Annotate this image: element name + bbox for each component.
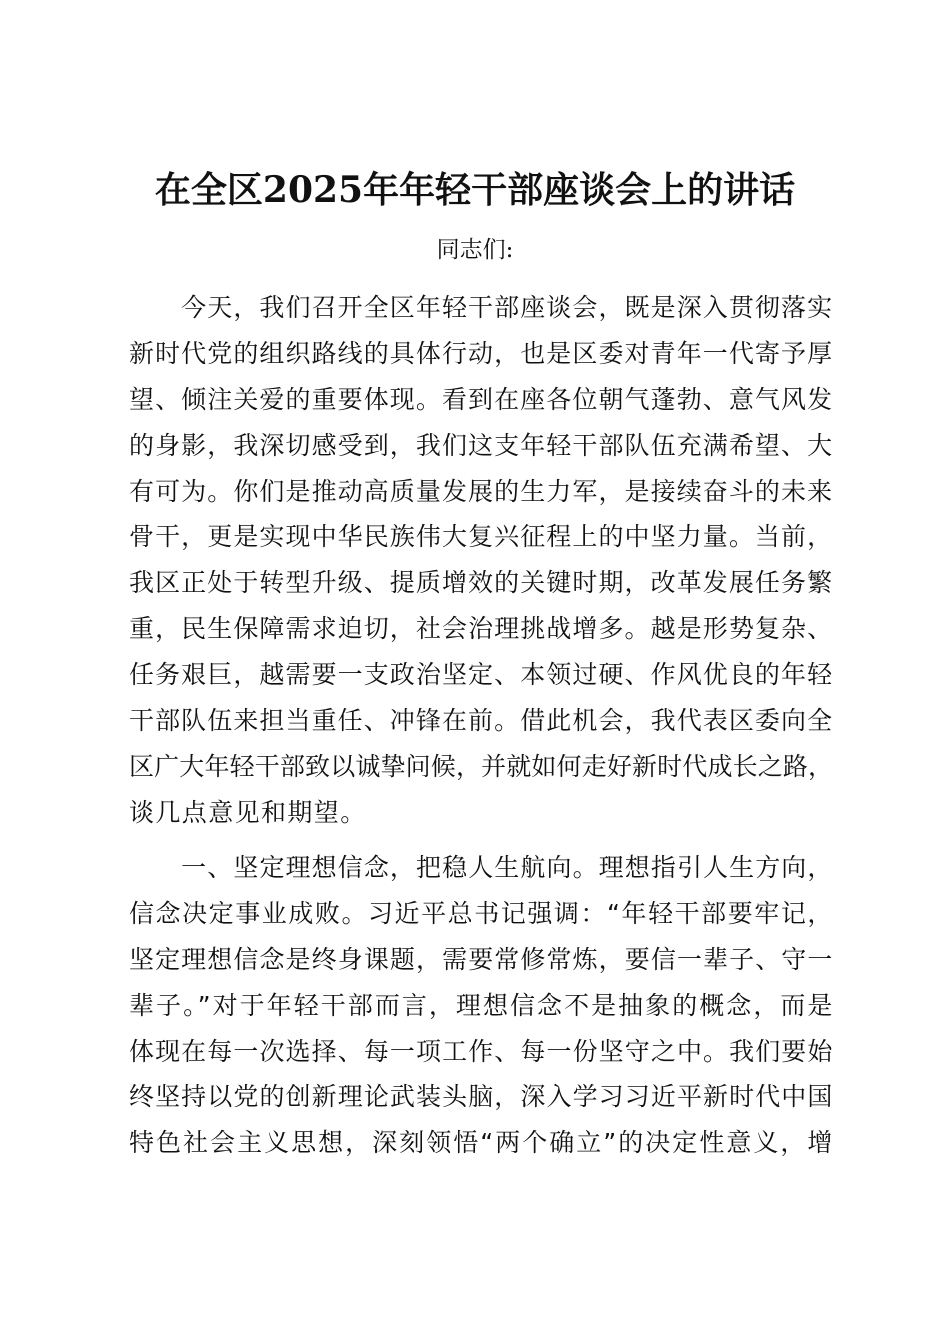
paragraph-line: 任务艰巨，越需要一支政治坚定、本领过硬、作风优良的年轻 — [129, 660, 833, 690]
salutation: 同志们: — [436, 237, 514, 263]
paragraph-line: 一、坚定理想信念，把稳人生航向。理想指引人生方向， — [129, 853, 833, 882]
paragraph-line: 终坚持以党的创新理论武装头脑，深入学习习近平新时代中国 — [129, 1082, 833, 1112]
paragraph-line: 我区正处于转型升级、提质增效的关键时期，改革发展任务繁 — [129, 568, 833, 598]
paragraph-line: 辈子。”对于年轻干部而言，理想信念不是抽象的概念，而是 — [129, 990, 833, 1020]
paragraph-line: 新时代党的组织路线的具体行动，也是区委对青年一代寄予厚 — [129, 338, 833, 368]
paragraph-line: 信念决定事业成败。习近平总书记强调：“年轻干部要牢记， — [129, 898, 833, 928]
paragraph-line: 区广大年轻干部致以诚挚问候，并就如何走好新时代成长之路， — [129, 751, 834, 781]
document-title: 在全区2025年年轻干部座谈会上的讲话 — [154, 169, 796, 211]
paragraph-line: 特色社会主义思想，深刻领悟“两个确立”的决定性意义，增 — [129, 1128, 833, 1158]
paragraph-line: 谈几点意见和期望。 — [129, 797, 367, 827]
paragraph-line: 骨干，更是实现中华民族伟大复兴征程上的中坚力量。当前， — [129, 522, 833, 552]
paragraph-line: 今天，我们召开全区年轻干部座谈会，既是深入贯彻落实 — [129, 293, 833, 322]
paragraph-line: 的身影，我深切感受到，我们这支年轻干部队伍充满希望、大 — [129, 430, 833, 460]
paragraph-intro — [129, 285, 833, 836]
paragraph-line: 体现在每一次选择、每一项工作、每一份坚守之中。我们要始 — [129, 1036, 833, 1066]
paragraph-line: 干部队伍来担当重任、冲锋在前。借此机会，我代表区委向全 — [129, 706, 833, 736]
paragraph-line: 重，民生保障需求迫切，社会治理挑战增多。越是形势复杂、 — [129, 614, 833, 644]
paragraph-line: 有可为。你们是推动高质量发展的生力军，是接续奋斗的未来 — [129, 476, 833, 506]
paragraph-section-one — [129, 845, 833, 1166]
paragraph-line: 望、倾注关爱的重要体现。看到在座各位朝气蓬勃、意气风发 — [129, 384, 833, 414]
paragraph-line: 坚定理想信念是终身课题，需要常修常炼，要信一辈子、守一 — [129, 944, 833, 974]
